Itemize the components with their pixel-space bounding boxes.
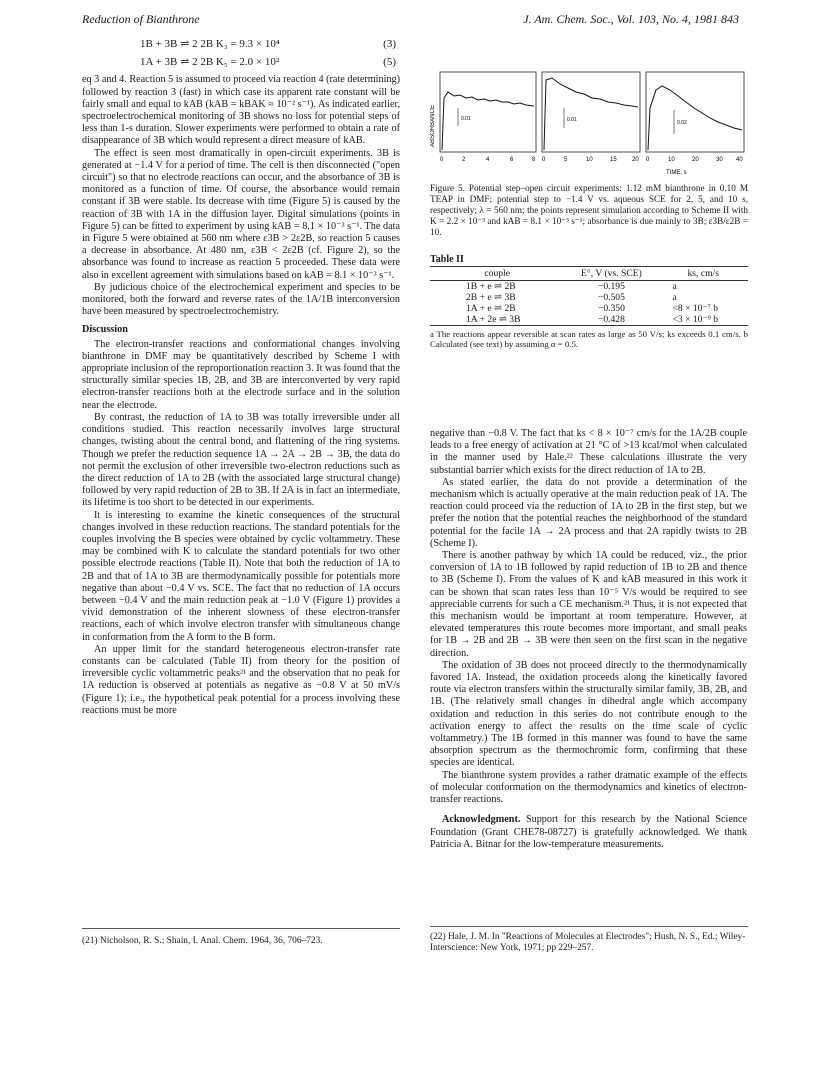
- column-header: ks, cm/s: [687, 268, 719, 279]
- table-title: Table II: [430, 254, 464, 265]
- table-footnote: a The reactions appear reversible at scan rates as large as 50 V/s; ks exceeds 0.1 cm/s. b Calculated (see text) by assuming α = 0.5.: [430, 329, 748, 349]
- section-heading: Discussion: [82, 324, 128, 336]
- paragraph: The electron-transfer reactions and conformational changes involving bianthrone in DMF may be quantitatively described by Scheme I with appropriate inclusion of the reproportionation reaction 3. It was found that the structurally similar species 1B, 2B, and 3B are interconverted by very rapid electron-transfer reactions both at the electrode surface and in the solution near the electrode.: [82, 338, 400, 411]
- svg-text:15: 15: [610, 157, 617, 163]
- svg-text:20: 20: [692, 157, 699, 163]
- svg-text:0: 0: [440, 157, 444, 163]
- running-title: Reduction of Bianthrone: [82, 12, 200, 26]
- panel-2-scale: 0.01: [567, 117, 577, 123]
- figure-5-plots: [430, 68, 748, 178]
- svg-text:6: 6: [510, 157, 514, 163]
- svg-text:0: 0: [646, 157, 650, 163]
- paragraph: The effect is seen most dramatically in open-circuit experiments. 3B is generated at −1.4 V for a period of time. The cell is then disconnected ("open circuit") so that no electrode reactions can occur, and the absorbance of 3B is monitored as a function of time. Of course, the absorbance would remain constant if 3B were stable. Its decrease with time (Figure 5) is caused by the reaction of 3B with 1A in the diffusion layer. Digital simulations (points in Figure 5) can be fitted to experiment by using kAB = 8.1 × 10⁻³ s⁻¹. The data in Figure 5 were obtained at 560 nm where ε3B > 2ε2B, so reaction 5 causes a decrease in absorbance. At 480 nm, ε3B < 2ε2B (cf. Figure 2), so the absorbance was found to increase as reaction 5 proceeded. These data were also in excellent agreement with simulations based on kAB = 8.1 × 10⁻³ s⁻¹.: [82, 147, 400, 281]
- paragraph: The oxidation of 3B does not proceed directly to the thermodynamically favored 1A. Instead, the oxidation proceeds along the kinetically favored route via electron transfers within the structurally similar family, 3B, 2B, and 1B. (The relatively small changes in dihedral angle which accompany oxidation and reduction in this series do not contribute enough to the activation energy to affect the results on the time scale of cyclic voltammetry.) The 1B formed in this manner was found to have the same absorption spectrum as the thermochromic form, confirming that these species are identical.: [430, 659, 747, 769]
- panel-1-scale: 0.01: [461, 116, 471, 122]
- right-column: [430, 428, 747, 851]
- paragraph: eq 3 and 4. Reaction 5 is assumed to proceed via reaction 4 (rate determining) followed by reaction 3 (fast) in which case its apparent rate constant will be fairly small and equal to kAB (kAB = kBAK ≈ 10⁻² s⁻¹). As indicated earlier, spectroelectrochemical monitoring of 3B shows no loss for potential steps of less than 1-s duration. Slower experiments were performed to obtain a rate of disappearance of 3B which would represent a direct measure of kAB.: [82, 74, 400, 147]
- paragraph: An upper limit for the standard heterogeneous electron-transfer rate constants can be calculated (Table II) from theory for the position of irreversible cyclic voltammetric peaks²¹ and the observation that no peak for 1A reduction is observed at potentials as negative as −0.8 V at 50 mV/s (Figure 1); i.e., the hypothetical peak potential for a process involving these reactions must be more: [82, 643, 400, 716]
- data-table: [430, 266, 748, 326]
- svg-text:0: 0: [542, 157, 546, 163]
- column-header: E°, V (vs. SCE): [581, 268, 642, 279]
- footnote-22: (22) Hale, J. M. In "Reactions of Molecules at Electrodes"; Hush, N. S., Ed.; Wiley-Interscience: New York, 1971; pp 229–257.: [430, 932, 746, 953]
- table-row: 1A + e ⇌ 2B −0.350 <8 × 10⁻⁷ b: [466, 303, 719, 314]
- acknowledgment: Acknowledgment. Support for this research by the National Science Foundation (Grant CHE78-08727) is gratefully acknowledged. We thank Patricia A. Bitnar for the low-temperature measurements.: [430, 814, 747, 850]
- paragraph: As stated earlier, the data do not provide a determination of the mechanism which is actually operative at the main reduction peak of 1A. The reaction could proceed via the reduction of 1A to 2B in the first step, but we prefer the notion that the potential reaches the neighborhood of the standard potential for the facile 1A → 2A process and that 2A rapidly twists to 2B (Scheme I).: [430, 476, 747, 549]
- equation-3: 1B + 3B ⇌ 2 2B K₃ = 9.3 × 10⁴ (3): [140, 38, 396, 50]
- svg-text:8: 8: [532, 157, 536, 163]
- svg-text:20: 20: [632, 157, 639, 163]
- paragraph: There is another pathway by which 1A could be reduced, viz., the prior conversion of 1A to 1B followed by rapid reduction of 1B to 2B and thence to 3B (Scheme I). From the values of K and kAB measured in this work it can be shown that scan rates less than 10⁻⁵ V/s would be required to see appreciable currents for such a CE mechanism.²¹ Thus, it is not expected that this mechanism would be important at room temperature. However, at elevated temperatures this route becomes more important, and small peaks for 1B → 2B and 2B → 3B were then seen on the first scan in the negative direction.: [430, 550, 747, 659]
- left-column: [82, 34, 400, 717]
- footnote-21: (21) Nicholson, R. S.; Shain, I. Anal. Chem. 1964, 36, 706–723.: [82, 936, 323, 946]
- panel-3: [646, 72, 744, 163]
- column-header: couple: [484, 268, 510, 279]
- paragraph: By judicious choice of the electrochemical experiment and species to be monitored, both the forward and reverse rates of the 1A/1B interconversion have been measured by spectroelectrochemistry.: [82, 281, 400, 318]
- figure-5: [430, 68, 748, 178]
- journal-citation: J. Am. Chem. Soc., Vol. 103, No. 4, 1981 843: [523, 12, 739, 26]
- footnote-rule: [430, 926, 748, 927]
- svg-text:5: 5: [564, 157, 568, 163]
- table-row: 1B + e ⇌ 2B −0.195 a: [466, 281, 677, 292]
- table-2: [430, 266, 748, 349]
- svg-text:40: 40: [736, 157, 743, 163]
- svg-text:4: 4: [486, 157, 490, 163]
- equation-5: 1A + 3B ⇌ 2 2B K₅ = 2.0 × 10² (5): [140, 56, 396, 69]
- footnote-rule: [82, 928, 400, 929]
- svg-text:10: 10: [586, 157, 593, 163]
- panel-3-scale: 0.02: [677, 120, 687, 126]
- svg-text:10: 10: [668, 157, 675, 163]
- panel-1: [440, 72, 536, 163]
- paragraph: The bianthrone system provides a rather dramatic example of the effects of molecular conformation on the thermodynamics and kinetics of electron-transfer reactions.: [430, 769, 747, 806]
- paragraph: It is interesting to examine the kinetic consequences of the structural changes involved in these reduction reactions. The standard potentials for the couples involving the B species were obtained by cyclic voltammetry. These may be combined with K to calculate the standard potentials for two other possible electrode reactions (Table II). Note that both the reduction of 1A to 2B and that of 1A to 3B are thermodynamically possible for potentials more negative than about −0.4 V vs. SCE. The fact that no reduction of 1A occurs between −0.4 V and the main reduction peak at −1.0 V (Figure 1) provides a vivid demonstration of the inherent slowness of these electron-transfer reactions, each of which involve electron transfer with simultaneous change in conformation from the A form to the B form.: [82, 509, 400, 643]
- x-axis-label: TIME, s: [666, 170, 687, 176]
- svg-text:30: 30: [716, 157, 723, 163]
- panel-2: [542, 72, 640, 163]
- table-row: 1A + 2e ⇌ 3B −0.428 <3 × 10⁻⁹ b: [430, 314, 748, 326]
- figure-caption: Figure 5. Potential step–open circuit experiments: 1.12 mM bianthrone in 0.10 M TEAP in DMF; potential step to −1.4 V vs. aqueous SCE for 2, 5, and 10 s, respectively; λ = 560 nm; the points represent simulation according to Scheme II with K = 2.2 × 10⁻³ and kAB = 8.1 × 10⁻³ s⁻¹; absorbance is due mainly to 3B; ε3B/ε2B = 10.: [430, 183, 748, 237]
- table-row: 2B + e ⇌ 3B −0.505 a: [466, 292, 677, 303]
- svg-text:2: 2: [462, 157, 466, 163]
- paragraph: negative than −0.8 V. The fact that ks < 8 × 10⁻⁷ cm/s for the 1A/2B couple leads to a free energy of activation at 21 °C of >13 kcal/mol when calculated in the manner used by Hale.²² These calculations illustrate the very substantial barrier which exists for the direct reduction of 1A to 2B.: [430, 428, 747, 476]
- paragraph: By contrast, the reduction of 1A to 3B was totally irreversible under all conditions studied. This reaction necessarily involves large structural changes, twisting about the central bond, and flattening of the ring systems. Though we prefer the reduction sequence 1A → 2A → 2B → 3B, the data do not permit the exclusion of other irreversible two-electron reductions such as the direct reduction of 1A to 2B (with the associated large structural change) followed by very rapid reduction of 2B to 3B. If 2A is in fact an intermediate, its lifetime is too short to be detected in our experiments.: [82, 411, 400, 509]
- y-axis-label: ABSORBANCE: [430, 105, 436, 147]
